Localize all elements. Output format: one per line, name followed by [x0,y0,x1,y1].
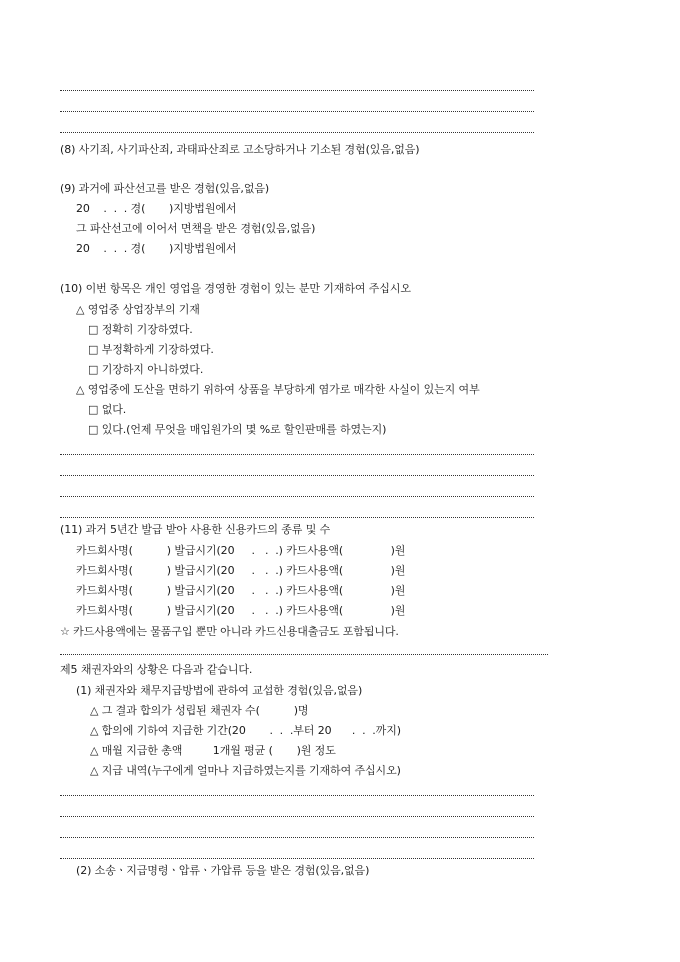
item-10-q1: △ 영업중 상업장부의 기재 [76,303,200,316]
item-11: (11) 과거 5년간 발급 받아 사용한 신용카드의 종류 및 수 [60,523,331,536]
card-row: 카드회사명( ) 발급시기(20 . . .) 카드사용액( )원 [76,544,406,557]
dotted-line [60,90,534,91]
dotted-line [60,132,534,133]
dotted-line [60,795,534,796]
dotted-line [60,654,548,655]
dotted-line [60,475,534,476]
item-9-line-2: 그 파산선고에 이어서 면책을 받은 경험(있음,없음) [76,222,316,235]
dotted-line [60,837,534,838]
section-5-item-1a: △ 그 결과 합의가 성립된 채권자 수( )명 [90,704,309,717]
card-row: 카드회사명( ) 발급시기(20 . . .) 카드사용액( )원 [76,604,406,617]
checkbox-option[interactable]: □ 기장하지 아니하였다. [88,363,204,376]
card-note: ☆ 카드사용액에는 물품구입 뿐만 아니라 카드신용대출금도 포함됩니다. [60,625,399,638]
item-8: (8) 사기죄, 사기파산죄, 과태파산죄로 고소당하거나 기소된 경험(있음,없음) [60,143,420,156]
section-5-item-1: (1) 채권자와 채무지급방법에 관하여 교섭한 경험(있음,없음) [76,684,363,697]
checkbox-option[interactable]: □ 부정확하게 기장하였다. [88,343,214,356]
section-5-item-1c: △ 매월 지급한 총액 1개월 평균 ( )원 정도 [90,744,336,757]
card-row: 카드회사명( ) 발급시기(20 . . .) 카드사용액( )원 [76,564,406,577]
dotted-line [60,517,534,518]
item-9-line-3: 20 . . . 경( )지방법원에서 [76,242,237,255]
item-9-line-1: 20 . . . 경( )지방법원에서 [76,202,237,215]
item-10: (10) 이번 항목은 개인 영업을 경영한 경험이 있는 분만 기재하여 주십시오 [60,282,411,295]
dotted-line [60,454,534,455]
checkbox-option[interactable]: □ 없다. [88,403,127,416]
card-row: 카드회사명( ) 발급시기(20 . . .) 카드사용액( )원 [76,584,406,597]
checkbox-option[interactable]: □ 있다.(언제 무엇을 매입원가의 몇 %로 할인판매를 하였는지) [88,423,387,436]
dotted-line [60,858,534,859]
checkbox-option[interactable]: □ 정확히 기장하였다. [88,323,193,336]
section-5-item-1d: △ 지급 내역(누구에게 얼마나 지급하였는지를 기재하여 주십시오) [90,764,401,777]
dotted-line [60,816,534,817]
item-10-q2: △ 영업중에 도산을 면하기 위하여 상품을 부당하게 염가로 매각한 사실이 있는지 여부 [76,383,480,396]
section-5-item-2: (2) 소송ㆍ지급명령ㆍ압류ㆍ가압류 등을 받은 경험(있음,없음) [76,864,370,877]
section-5-title: 제5 채권자와의 상황은 다음과 같습니다. [60,663,253,676]
dotted-line [60,111,534,112]
section-5-item-1b: △ 합의에 기하여 지급한 기간(20 . . .부터 20 . . .까지) [90,724,401,737]
dotted-line [60,496,534,497]
item-9: (9) 과거에 파산선고를 받은 경험(있음,없음) [60,182,270,195]
